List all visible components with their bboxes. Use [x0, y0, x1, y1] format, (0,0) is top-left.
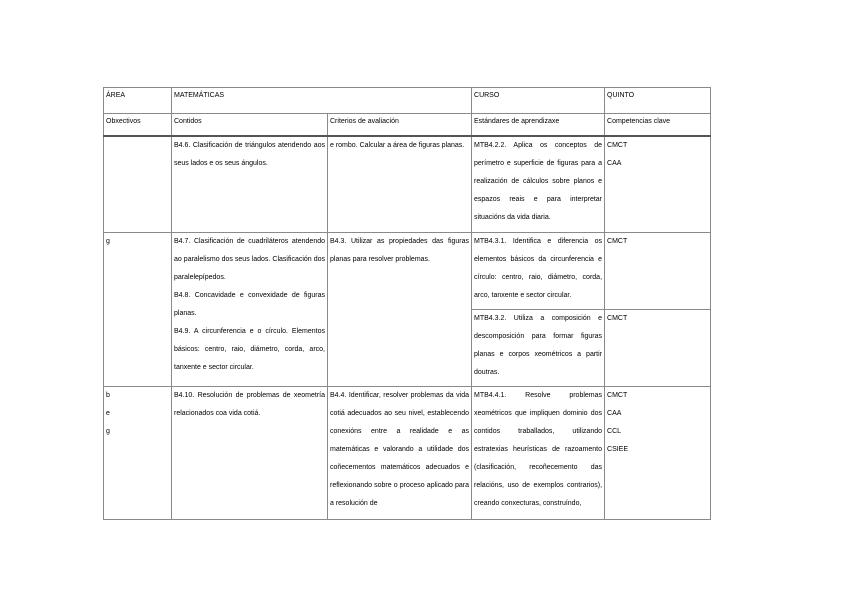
curso-label: CURSO [472, 88, 605, 114]
table-row [104, 386, 711, 519]
col-competencias: Competencias clave [605, 114, 711, 137]
contido-item: B4.7. Clasificación de cuadriláteros atendendo ao paralelismo dos seus lados. Clasificación dos paralelepípedos. [174, 237, 325, 281]
competencia-code: CAA [607, 409, 622, 417]
row-criterios: B4.4. Identificar, resolver problemas da vida cotiá adecuados ao seu nivel, establecendo conexións entre a realidade e as matemáticas e valorando a utilidade dos coñecementos matemáticos adecuados e reflexionando sobre o proceso aplicado para a resolución de [328, 386, 472, 519]
row-objectivos [104, 136, 172, 232]
row-objectivos: g [104, 232, 172, 386]
competencia-code: CMCT [607, 237, 628, 245]
col-estandares: Estándares de aprendizaxe [472, 114, 605, 137]
col-criterios: Criterios de avaliación [328, 114, 472, 137]
row-criterios: B4.3. Utilizar as propiedades das figuras planas para resolver problemas. [328, 232, 472, 386]
row-objectivos: b e g [104, 386, 172, 519]
row-contidos: B4.10. Resolución de problemas de xeometría relacionados coa vida cotiá. [172, 386, 328, 519]
row-estandares-2: MTB4.3.2. Utiliza a composición e descomposición para formar figuras planas e corpos xeométricos a partir doutras. [472, 309, 605, 386]
row-competencias [605, 136, 711, 232]
curso-value: QUINTO [605, 88, 711, 114]
col-objectivos: Obxectivos [104, 114, 172, 137]
row-competencias [605, 386, 711, 519]
competencia-code: CMCT [607, 314, 628, 322]
competencia-code: CCL [607, 427, 622, 435]
row-criterios: e rombo. Calcular a área de figuras planas. [328, 136, 472, 232]
competencia-code: CMCT [607, 142, 628, 149]
area-label: ÁREA [104, 88, 172, 114]
header-row [104, 88, 711, 114]
row-competencias-2 [605, 309, 711, 386]
table-row [104, 136, 711, 232]
competencia-code: CMCT [607, 391, 628, 399]
contido-item: B4.9. A circunferencia e o círculo. Elementos básicos: centro, raio, diámetro, corda, arco, tanxente e sector circular. [174, 327, 325, 371]
table-row [104, 232, 711, 309]
row-competencias [605, 232, 711, 309]
row-estandares: MTB4.2.2. Aplica os conceptos de perímetro e superficie de figuras para a realización de cálculos sobre planos e espazos reais e para interpretar situacións da vida diaria. [472, 136, 605, 232]
row-estandares: MTB4.3.1. Identifica e diferencia os elementos básicos da circunferencia e círculo: centro, raio, diámetro, corda, arco, tanxente e sector circular. [472, 232, 605, 309]
contido-item: B4.8. Concavidade e convexidade de figuras planas. [174, 291, 325, 317]
column-header-row [104, 114, 711, 137]
col-contidos: Contidos [172, 114, 328, 137]
area-value: MATEMÁTICAS [172, 88, 472, 114]
competencia-code: CSIEE [607, 445, 629, 453]
row-contidos [172, 232, 328, 386]
curriculum-table [103, 87, 711, 520]
row-contidos: B4.6. Clasificación de triángulos atendendo aos seus lados e os seus ángulos. [172, 136, 328, 232]
row-estandares: MTB4.4.1. Resolve problemas xeométricos que impliquen dominio dos contidos traballados, utilizando estratexias heurísticas de razoamento (clasificación, recoñecemento das relacións, uso de exemplos contrarios), creando conxecturas, construíndo, [472, 386, 605, 519]
competencia-code: CAA [607, 160, 622, 167]
